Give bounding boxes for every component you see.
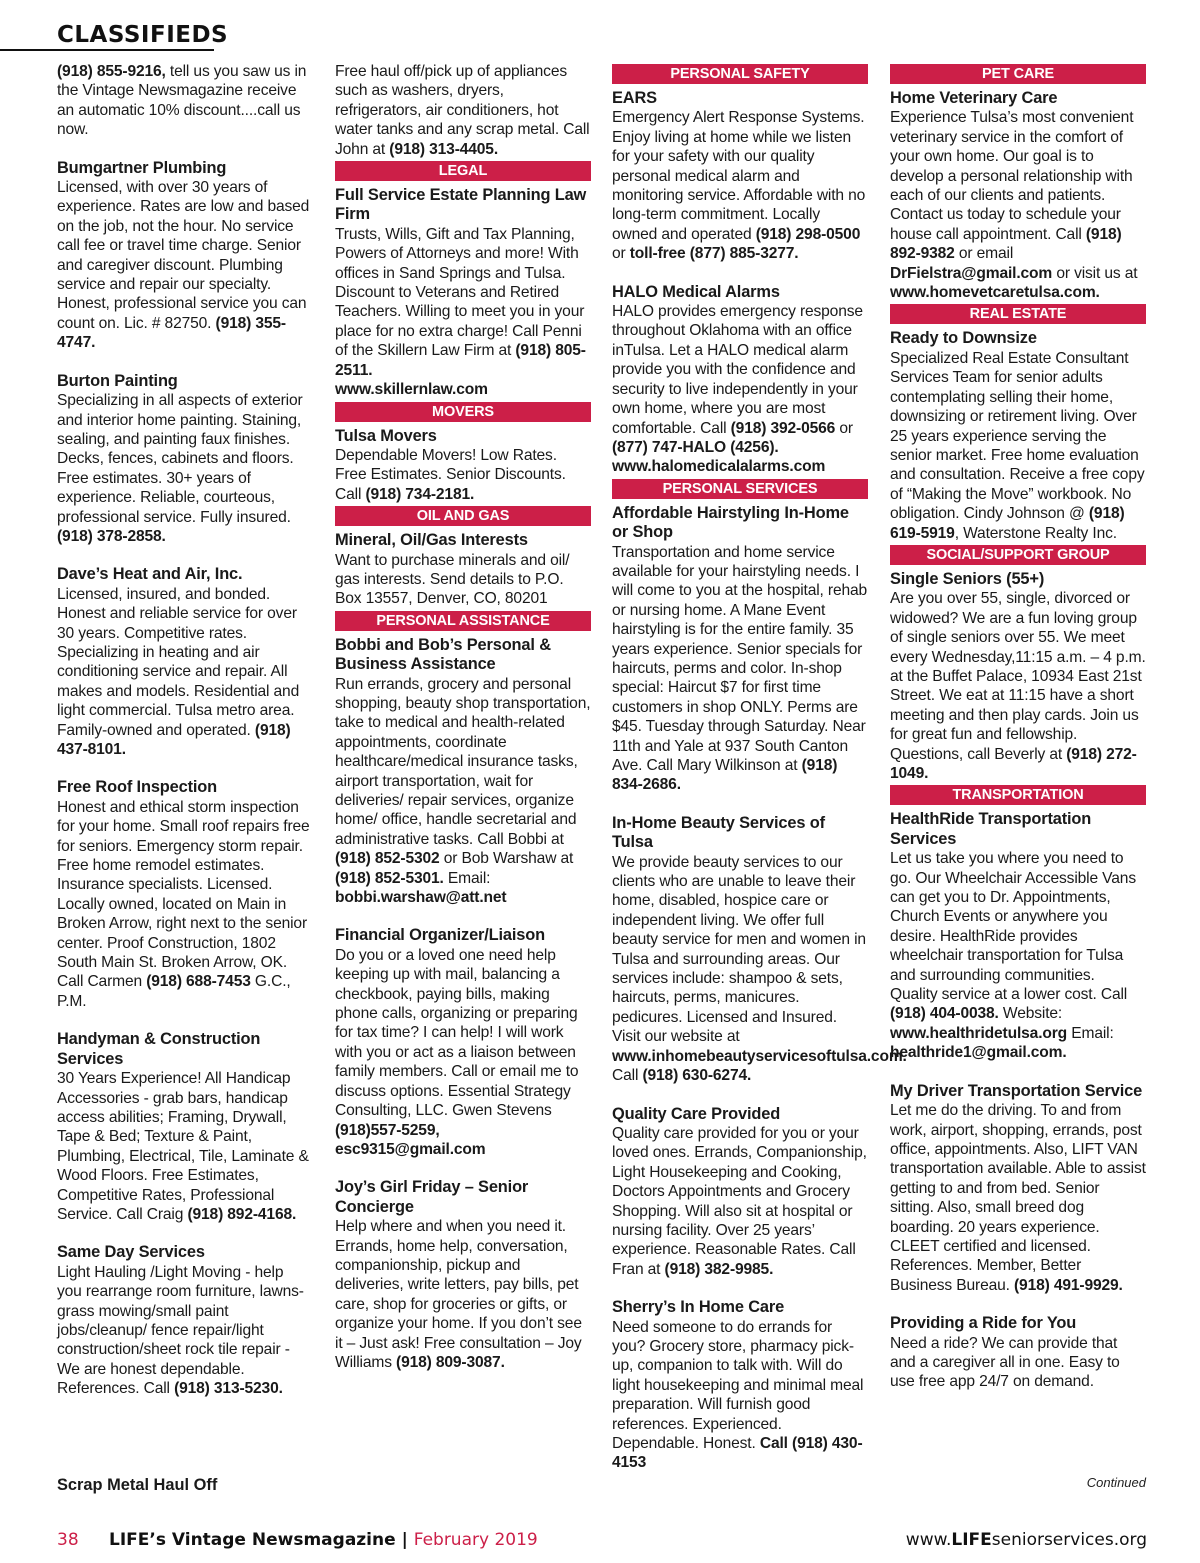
ad-phone: (918) 834-2686.	[612, 757, 838, 794]
ad-body: We provide beauty services to our clients who are unable to leave their home, disabled, hospice care or independent living. We offer full beauty service for men and women in Tulsa and surrounding areas. Our services include: shampoo & sets, haircuts, perms, manicures. pedicures. Licensed and Insured. Visit our website at	[612, 853, 866, 1046]
ad-my-driver	[890, 1082, 1146, 1295]
ad-body: Help where and when you need it. Errands, home help, conversation, companionship, pickup and deliveries, write letters, pay bills, pet care, shop for groceries or gifts, or organize your home. If you don’t see it – Just ask! Free consultation – Joy Williams	[335, 1218, 582, 1371]
ad-title: Ready to Downsize	[890, 329, 1037, 348]
ad-title: Single Seniors (55+)	[890, 569, 1045, 588]
ad-body: Honest and ethical storm inspection for your home. Small roof repairs free for seniors. Emergency storm repair. Free home remodel estimates. Insurance specialists. Licensed. Locally owned, located on Main in Broken Arrow, right next to the senior center. Proof Construction, 1802 South Main St. Broken Arrow, OK. Call Carmen	[57, 798, 310, 991]
ad-joys-girl-friday	[335, 1178, 591, 1372]
ad-title: Sherry’s In Home Care	[612, 1298, 785, 1317]
ad-body: Need someone to do errands for you? Grocery store, pharmacy pick-up, companion to talk with. Will do light housekeeping and minimal meal preparation. Will furnish good references. Experienced. Dependable. Honest.	[612, 1318, 864, 1452]
ad-ride-for-you	[890, 1314, 1146, 1392]
ad-tail: G.C., P.M.	[57, 973, 291, 1010]
section-real-estate: REAL ESTATE	[890, 304, 1146, 324]
page-footer	[57, 1530, 1147, 1558]
ad-estate-planning	[335, 186, 591, 399]
intro-text: tell us you saw us in the Vintage Newsmagazine receive an automatic 10% discount....call us now.	[57, 63, 307, 139]
ad-daves	[57, 565, 311, 759]
ad-title: Dave’s Heat and Air, Inc.	[57, 565, 243, 584]
ad-title: Quality Care Provided	[612, 1104, 781, 1123]
site-prefix: www.	[905, 1530, 952, 1550]
ad-phone: (918) 630-6274.	[642, 1067, 752, 1085]
ad-financial-organizer	[335, 926, 591, 1159]
site-brand: LIFE	[951, 1530, 992, 1550]
ad-phone: (918) 688-7453	[146, 973, 251, 991]
ad-downsize	[890, 329, 1146, 542]
ad-phone: (918) 734-2181.	[365, 485, 475, 503]
footer-separator: |	[401, 1530, 408, 1550]
ad-email[interactable]: bobbi.warshaw@att.net	[335, 889, 507, 907]
ad-title: Affordable Hairstyling In-Home or Shop	[612, 503, 849, 542]
section-pet-care: PET CARE	[890, 64, 1146, 84]
ad-phone-2: (877) 747-HALO (4256).	[612, 438, 779, 456]
ad-text: Email:	[1067, 1024, 1114, 1042]
ad-text: Call	[612, 1067, 643, 1085]
ad-home-vet	[890, 89, 1146, 302]
ad-body: Specialized Real Estate Consultant Services Team for senior adults contemplating selling their home, downsizing or retirement living. Over 25 years experience serving the senior market. Free home evaluation and consultation. Receive a free copy of “Making the Move” workbook. No obligation. Cindy Johnson @	[890, 349, 1145, 523]
ad-healthride	[890, 810, 1146, 1062]
ad-title: Free Roof Inspection	[57, 778, 218, 797]
ad-title: Bumgartner Plumbing	[57, 158, 227, 177]
page-number: 38	[57, 1530, 79, 1550]
ad-text: or visit us at	[1052, 264, 1138, 282]
ad-phone-2: (918) 852-5301.	[335, 869, 444, 887]
ad-scrap-metal	[335, 62, 591, 159]
ad-body: Let me do the driving. To and from work, airport, shopping, errands, post office, appointments. Also, LIFT VAN transportation available. Able to assist getting to and from bed. Senior sitting. Also, small breed dog boarding. 20 years experience. CLEET certified and licensed. References. Member, Better Business Bureau.	[890, 1102, 1146, 1294]
ad-phone: (918) 392-0566	[730, 419, 836, 437]
continued-note: Continued	[1086, 1475, 1146, 1490]
section-personal-assistance: PERSONAL ASSISTANCE	[335, 611, 591, 631]
ad-email[interactable]: DrFielstra@gmail.com	[890, 264, 1053, 282]
ad-title: Bobbi and Bob’s Personal & Business Assistance	[335, 635, 551, 674]
ad-phone: (918) 382-9985.	[664, 1260, 774, 1278]
section-social-support: SOCIAL/SUPPORT GROUP	[890, 545, 1146, 565]
ad-phone: (918) 892-9382	[890, 225, 1122, 263]
ad-title: Same Day Services	[57, 1243, 205, 1262]
ad-single-seniors	[890, 570, 1146, 783]
ad-body: Emergency Alert Response Systems. Enjoy living at home while we listen for your safety with our quality personal medical alarm and monitoring service. Affordable with no long-term commitment. Locally owned and operated	[612, 109, 866, 243]
ad-text: Website:	[998, 1005, 1063, 1023]
column-1	[57, 62, 311, 1482]
column-2	[335, 62, 591, 1482]
ad-body: Dependable Movers! Low Rates. Free Estimates. Senior Discounts. Call	[335, 446, 566, 503]
column-4	[890, 62, 1146, 1482]
scrap-metal-title: Scrap Metal Haul Off	[57, 1476, 218, 1494]
ad-text: or	[612, 245, 630, 263]
ad-body: 30 Years Experience! All Handicap Accessories - grab bars, handicap access abilities; Framing, Drywall, Tape & Bed; Texture & Paint, Plumbing, Electrical, Tile, Laminate & Wood Floors. Free Estimates, Competitive Rates, Professional Service. Call Craig	[57, 1070, 309, 1223]
site-suffix: seniorservices.org	[991, 1530, 1147, 1550]
ad-title: Financial Organizer/Liaison	[335, 926, 545, 945]
ad-website[interactable]: www.skillernlaw.com	[335, 381, 488, 399]
ad-text: or Bob Warshaw at	[439, 850, 574, 868]
ad-phone: Call (918) 430-4153	[612, 1435, 863, 1472]
ad-phone: (918) 805-2511.	[335, 342, 586, 379]
ad-body: Specializing in all aspects of exterior and interior home painting. Staining, sealing, and painting faux finishes. Decks, fences, cabinets and floors. Free estimates. 30+ years of experience. Reliable, courteous, professional service. Fully insured.	[57, 392, 303, 526]
ad-phone: (918) 852-5302	[335, 850, 440, 868]
section-legal: LEGAL	[335, 161, 591, 181]
ad-body: Free haul off/pick up of appliances such as washers, dryers, refrigerators, air conditioners, hot water tanks and any scrap metal. Call John at	[335, 63, 590, 158]
ad-phone: (918) 298-0500	[755, 225, 861, 243]
ad-text: or	[835, 419, 853, 437]
ad-phone: (918) 378-2858.	[57, 527, 166, 545]
ad-title: Home Veterinary Care	[890, 89, 1058, 107]
section-oil-and-gas: OIL AND GAS	[335, 506, 591, 526]
ad-sherrys-care	[612, 1298, 868, 1473]
ad-title: HALO Medical Alarms	[612, 282, 780, 301]
footer-website[interactable]	[906, 1530, 1147, 1550]
ad-body: Are you over 55, single, divorced or widowed? We are a fun loving group of single seniors over 55. We meet every Wednesday,11:15 a.m. – 4 p.m. at the Buffet Palace, 10934 East 21st Street. We eat at 11:15 have a short meeting and then play cards. Join us for great fun and fellowship. Questions, call Beverly at	[890, 590, 1146, 763]
ad-body: Licensed, with over 30 years of experience. Rates are low and based on the job, not the hour. No service call fee or travel time charge. Senior and caregiver discount. Plumbing service and repair our specialty. Honest, professional service you can count on. Lic. # 82750.	[57, 179, 310, 332]
ad-phone: (918) 491-9929.	[1014, 1276, 1123, 1294]
ad-body: Trusts, Wills, Gift and Tax Planning, Powers of Attorneys and more! With offices in Sand Springs and Tulsa. Discount to Veterans and Retired Teachers. Willing to meet you in your place for no extra charge! Call Penni of the Skillern Law Firm at	[335, 225, 585, 360]
ad-phone: (918) 404-0038.	[890, 1005, 999, 1023]
ad-phone: (918) 619-5919	[890, 505, 1125, 542]
ad-tulsa-movers	[335, 427, 591, 505]
ad-body: Need a ride? We can provide that and a caregiver all in one. Easy to use free app 24/7 on demand.	[890, 1334, 1120, 1391]
ad-title: Tulsa Movers	[335, 426, 437, 445]
section-movers: MOVERS	[335, 402, 591, 422]
ad-title: HealthRide Transportation Services	[890, 810, 1092, 848]
ad-title: Mineral, Oil/Gas Interests	[335, 531, 528, 550]
ad-body: Do you or a loved one need help keeping up with mail, balancing a checkbook, paying bills, making phone calls, organizing or preparing for tax time? I can help! I will work with you or act as a liaison between family members. Call or email me to discuss options. Essential Strategy Consulting, LLC. Gwen Stevens	[335, 946, 579, 1120]
ad-phone: (918) 437-8101.	[57, 721, 291, 758]
ad-phone-2: toll-free (877) 885-3277.	[629, 245, 799, 263]
ad-text: or email	[954, 245, 1014, 263]
ad-body: Quality care provided for you or your loved ones. Errands, Companionship, Light Housekeeping and Cooking, Doctors Appointments and Grocery Shopping. Will also sit at hospital or nursing facility. Over 25 years’ experience. Reasonable Rates. Call Fran at	[612, 1124, 867, 1278]
ad-tail: , Waterstone Realty Inc.	[954, 524, 1117, 542]
publication-name: LIFE’s Vintage Newsmagazine	[109, 1530, 396, 1550]
ad-ears	[612, 89, 868, 264]
ad-phone: (918)557-5259, esc9315@gmail.com	[335, 1121, 486, 1158]
ad-website[interactable]: www.healthridetulsa.org	[890, 1024, 1068, 1042]
issue-date: February 2019	[413, 1530, 538, 1550]
ad-title: Joy’s Girl Friday – Senior Concierge	[335, 1178, 529, 1216]
ad-roof	[57, 778, 311, 1011]
ad-title: Providing a Ride for You	[890, 1314, 1077, 1333]
ad-phone: (918) 355-4747.	[57, 314, 286, 352]
ad-title: Full Service Estate Planning Law Firm	[335, 186, 587, 224]
ad-halo	[612, 283, 868, 477]
ad-bobbi-bob	[335, 636, 591, 908]
ad-body: HALO provides emergency response throughout Oklahoma with an office inTulsa. Let a HALO medical alarm provide you with the confidence and security to live independently in your own home, where you are most comfortable. Call	[612, 303, 863, 437]
ad-website[interactable]: www.inhomebeautyservicesoftulsa.com.	[612, 1047, 907, 1065]
ad-body: Experience Tulsa’s most convenient veterinary service in the comfort of your own home. Our goal is to develop a personal relationship with each of our clients and patients. Contact us today to schedule your house call appointment. Call	[890, 109, 1134, 243]
ad-body: Run errands, grocery and personal shopping, beauty shop transportation, take to medical and health-related appointments, coordinate healthcare/medical insurance tasks, airport transportation, wait for deliveries/ repair services, organize home/ office, handle secretarial and administrative tasks. Call Bobbi at	[335, 675, 591, 848]
ad-phone: (918) 272-1049.	[890, 745, 1137, 782]
publication-line	[109, 1530, 538, 1550]
ad-hairstyling	[612, 504, 868, 795]
ad-quality-care	[612, 1105, 868, 1280]
ad-title: EARS	[612, 89, 657, 107]
ad-title: My Driver Transportation Service	[890, 1081, 1143, 1100]
ad-in-home-beauty	[612, 813, 907, 1086]
ad-bumgartner	[57, 159, 311, 353]
ad-website[interactable]: www.halomedicalalarms.com	[612, 458, 826, 476]
ad-phone: (918) 892-4168.	[187, 1205, 297, 1223]
ad-website[interactable]: www.homevetcaretulsa.com.	[890, 284, 1100, 302]
ad-email[interactable]: healthride1@gmail.com.	[890, 1044, 1067, 1062]
intro-ad	[57, 62, 311, 140]
ad-same-day	[57, 1243, 311, 1398]
page-title: CLASSIFIEDS	[57, 22, 229, 48]
ad-phone: (918) 313-5230.	[174, 1380, 283, 1398]
ad-phone: (918) 809-3087.	[396, 1353, 505, 1371]
section-personal-services: PERSONAL SERVICES	[612, 479, 868, 499]
ad-phone: (918) 313-4405.	[389, 140, 499, 158]
ad-burton	[57, 372, 311, 547]
section-transportation: TRANSPORTATION	[890, 785, 1146, 805]
column-3	[612, 62, 907, 1482]
ad-body: Light Hauling /Light Moving - help you rearrange room furniture, lawns-grass mowing/small paint jobs/cleanup/ fence repair/light construction/sheet rock tile repair - We are honest dependable. References. Call	[57, 1263, 304, 1398]
ad-text: Email:	[443, 869, 491, 887]
intro-phone: (918) 855-9216,	[57, 63, 166, 80]
ad-title: Handyman & Construction Services	[57, 1030, 261, 1068]
ad-title: In-Home Beauty Services of Tulsa	[612, 813, 825, 852]
ad-body: Want to purchase minerals and oil/ gas interests. Send details to P.O. Box 13557, Denver, CO, 80201	[335, 551, 570, 608]
ad-body: Let us take you where you need to go. Our Wheelchair Accessible Vans can get you to Dr. Appointments, Church Events or anywhere you desire. HealthRide provides wheelchair transportation for Tulsa and surrounding communities. Quality service at a lower cost. Call	[890, 850, 1136, 1004]
title-rule	[0, 49, 214, 51]
section-personal-safety: PERSONAL SAFETY	[612, 64, 868, 84]
ad-mineral-interests	[335, 531, 591, 609]
ad-title: Burton Painting	[57, 371, 178, 390]
ad-handyman	[57, 1030, 311, 1224]
ad-body: Transportation and home service available for your hairstyling needs. I will come to you at the hospital, rehab or nursing home. A Mane Event hairstyling is for the entire family. 35 years experience. Senior specials for haircuts, perms and color. In-shop special: Haircut $7 for first time customers in shop ONLY. Perms are $45. Tuesday through Saturday. Near 11th and Yale at 937 South Canton Ave. Call Mary Wilkinson at	[612, 543, 868, 774]
ad-body: Licensed, insured, and bonded. Honest and reliable service for over 30 years. Competitive rates. Specializing in heating and air conditioning service and repair. All makes and models. Residential and light commercial. Tulsa metro area. Family-owned and operated.	[57, 585, 300, 739]
